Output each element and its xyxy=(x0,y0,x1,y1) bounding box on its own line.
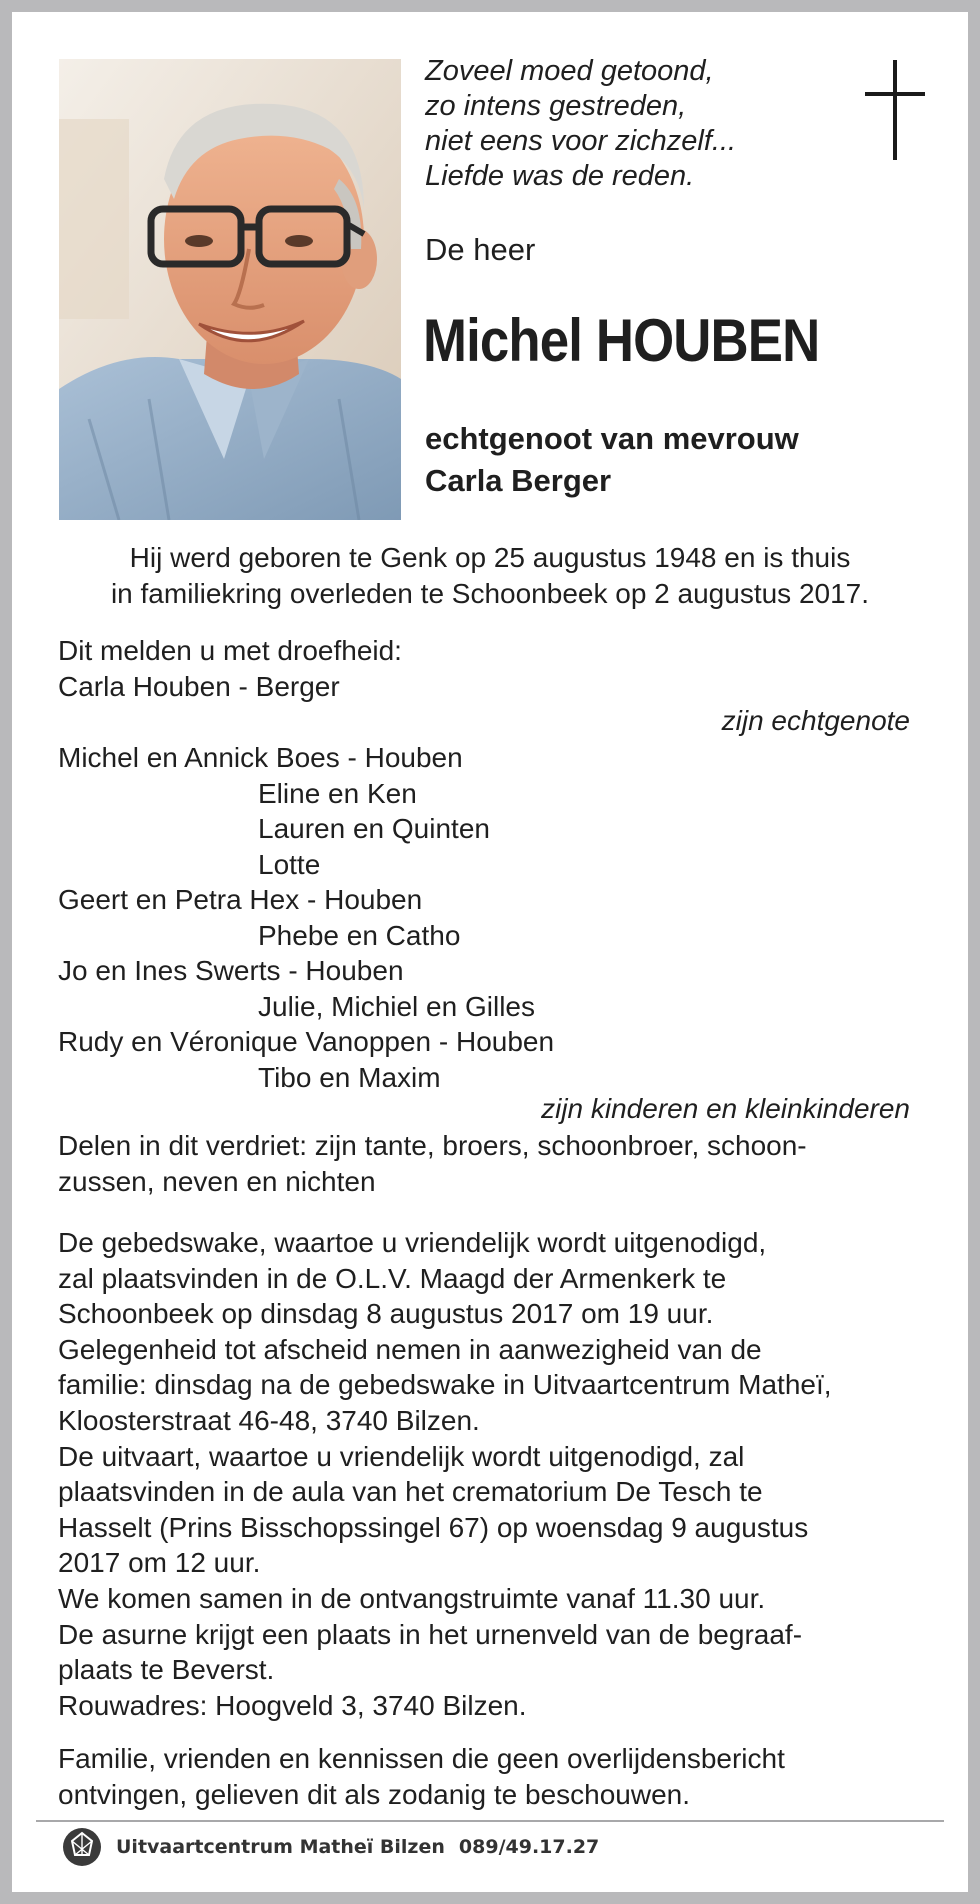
ceremony-line: De uitvaart, waartoe u vriendelijk wordt uitgenodigd, zal xyxy=(58,1440,745,1472)
funeral-home-phone: 089/49.17.27 xyxy=(458,1836,600,1858)
poem-line: zo intens gestreden, xyxy=(425,90,687,122)
ceremony-line: Kloosterstraat 46-48, 3740 Bilzen. xyxy=(58,1404,480,1436)
ceremony-details xyxy=(58,1225,918,1723)
portrait-photo xyxy=(59,59,401,520)
grandchild-entry: Julie, Michiel en Gilles xyxy=(258,990,535,1022)
spouse-role: zijn echtgenote xyxy=(721,705,910,736)
share-line: Delen in dit verdriet: zijn tante, broers, schoonbroer, schoon- xyxy=(58,1130,807,1161)
poem-line: Liefde was de reden. xyxy=(425,160,695,192)
child-entry: Jo en Ines Swerts - Houben xyxy=(58,955,404,986)
ceremony-line: De asurne krijgt een plaats in het urnenveld van de begraaf- xyxy=(58,1618,803,1650)
child-entry: Geert en Petra Hex - Houben xyxy=(58,884,423,915)
cross-icon xyxy=(865,60,925,160)
children-role: zijn kinderen en kleinkinderen xyxy=(541,1093,910,1124)
closing-line: Familie, vrienden en kennissen die geen overlijdensbericht xyxy=(58,1743,785,1774)
spouse-info xyxy=(425,418,799,502)
spouse-entry: Carla Houben - Berger xyxy=(58,670,340,702)
funeral-home-name: Uitvaartcentrum Matheï Bilzen xyxy=(116,1836,445,1858)
children-list xyxy=(58,740,554,1095)
child-entry: Michel en Annick Boes - Houben xyxy=(58,742,463,773)
footer xyxy=(62,1826,599,1868)
footer-text xyxy=(116,1836,599,1858)
grandchild-entry: Lotte xyxy=(258,848,321,880)
ceremony-line: 2017 om 12 uur. xyxy=(58,1547,261,1579)
closing-line: ontvingen, gelieven dit als zodanig te beschouwen. xyxy=(58,1778,690,1810)
poem-line: niet eens voor zichzelf... xyxy=(425,125,737,157)
ceremony-line: familie: dinsdag na de gebedswake in Uitvaartcentrum Matheï, xyxy=(58,1369,832,1401)
poem xyxy=(425,54,736,194)
spouse-line: echtgenoot van mevrouw xyxy=(425,421,799,456)
family-intro: Dit melden u met droefheid: xyxy=(58,635,402,666)
deceased-name: Michel HOUBEN xyxy=(423,307,820,374)
death-line: in familiekring overleden te Schoonbeek op 2 augustus 2017. xyxy=(110,578,870,609)
grandchild-entry: Tibo en Maxim xyxy=(258,1061,441,1093)
ceremony-line: Hasselt (Prins Bisschopssingel 67) op woensdag 9 augustus xyxy=(58,1511,809,1543)
footer-divider xyxy=(36,1820,944,1822)
portrait-illustration xyxy=(59,59,401,520)
poem-line: Zoveel moed getoond, xyxy=(425,55,714,87)
funeral-home-logo-icon xyxy=(62,1827,102,1867)
ceremony-line: plaats te Beverst. xyxy=(58,1654,275,1686)
ceremony-line: De gebedswake, waartoe u vriendelijk wordt uitgenodigd, xyxy=(58,1227,767,1258)
grandchild-entry: Lauren en Quinten xyxy=(258,813,490,844)
grandchild-entry: Phebe en Catho xyxy=(258,919,461,951)
closing-note xyxy=(58,1741,918,1812)
ceremony-line: Gelegenheid tot afscheid nemen in aanwezigheid van de xyxy=(58,1333,762,1365)
ceremony-line: zal plaatsvinden in de O.L.V. Maagd der Armenkerk te xyxy=(58,1262,727,1294)
ceremony-line: Schoonbeek op dinsdag 8 augustus 2017 om 19 uur. xyxy=(58,1298,714,1330)
ceremony-line: Rouwadres: Hoogveld 3, 3740 Bilzen. xyxy=(58,1689,527,1721)
grandchild-entry: Eline en Ken xyxy=(258,777,417,809)
share-grief xyxy=(58,1128,807,1199)
ceremony-line: We komen samen in de ontvangstruimte vanaf 11.30 uur. xyxy=(58,1582,766,1614)
ceremony-line: plaatsvinden in de aula van het crematorium De Tesch te xyxy=(58,1476,763,1508)
share-line: zussen, neven en nichten xyxy=(58,1165,376,1197)
birth-line: Hij werd geboren te Genk op 25 augustus 1948 en is thuis xyxy=(129,542,851,573)
spouse-name: Carla Berger xyxy=(425,463,612,498)
child-entry: Rudy en Véronique Vanoppen - Houben xyxy=(58,1026,555,1057)
family-list xyxy=(58,633,402,704)
title-prefix: De heer xyxy=(425,232,536,267)
birth-death-text xyxy=(40,540,940,612)
